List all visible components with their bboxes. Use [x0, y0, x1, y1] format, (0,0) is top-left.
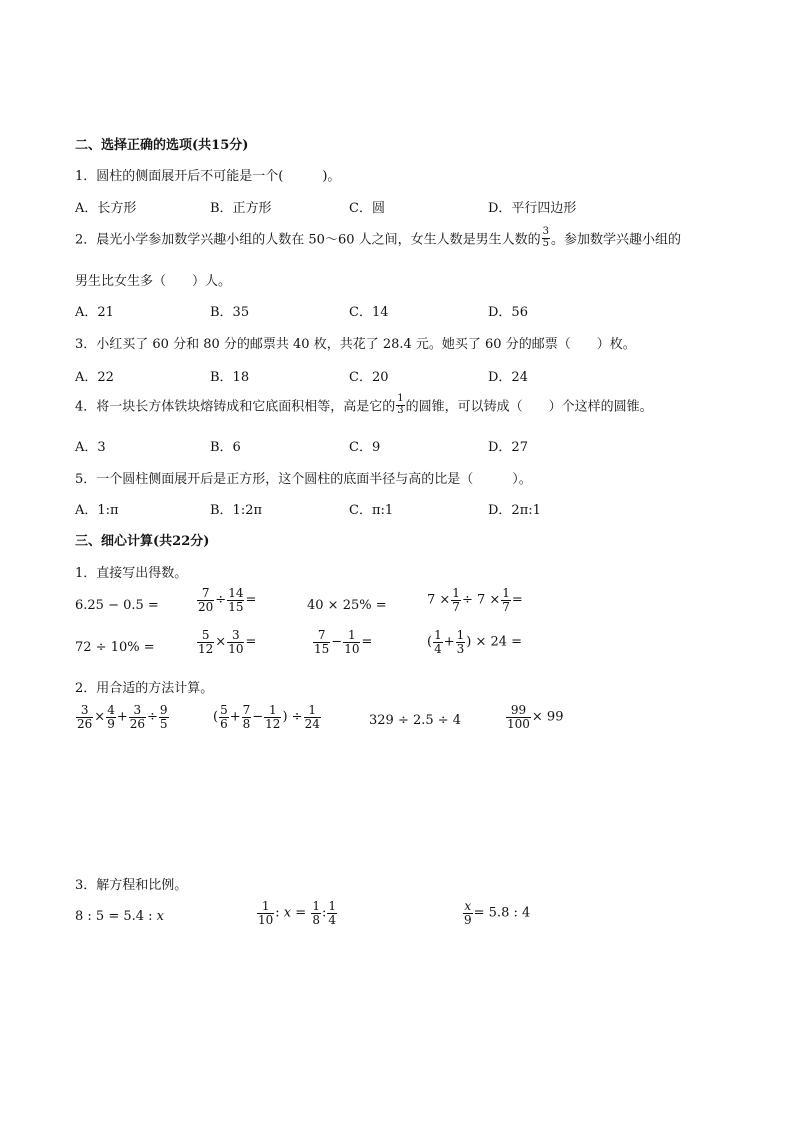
q4-option-d: D．27: [488, 440, 528, 455]
fraction: $\frac{4}{9}$: [107, 703, 115, 731]
part-3-title: 3．解方程和比例。: [75, 878, 188, 893]
q4-option-a: A．3: [75, 440, 106, 455]
equation-2: $\frac{1}{10}$ : x = $\frac{1}{8}$ : $\frac{1}{4}$: [258, 899, 336, 927]
q1-option-b: B．正方形: [210, 201, 272, 216]
fraction: $\frac{3}{5}$: [542, 226, 549, 249]
q3-option-d: D．24: [488, 370, 528, 385]
equation-3: $\frac{x}{9}$ = 5.8 : 4: [464, 899, 531, 927]
fraction: $\frac{14}{15}$: [228, 586, 244, 614]
question-2-line-1: 2．晨光小学参加数学兴趣小组的人数在 50～60 人之间，女生人数是男生人数的 $\frac{3}{5}$ 。参加数学兴趣小组的: [75, 226, 682, 249]
fraction: $\frac{x}{9}$: [464, 899, 472, 927]
fraction: $\frac{7}{20}$: [198, 586, 214, 614]
section-2-title: 二、选择正确的选项(共15分): [75, 138, 249, 153]
calc-8: ( $\frac{1}{4}$ + $\frac{1}{3}$ ) × 24 =: [427, 628, 523, 656]
q4-option-c: C．9: [349, 440, 381, 455]
q3-option-b: B．18: [210, 370, 250, 385]
fraction: $\frac{7}{8}$: [242, 703, 251, 731]
calc-6: $\frac{5}{12}$ × $\frac{3}{10}$ =: [198, 628, 257, 656]
fraction: $\frac{1}{3}$: [456, 628, 465, 656]
calc-11: 329 ÷ 2.5 ÷ 4: [369, 713, 462, 728]
question-5: 5．一个圆柱侧面展开后是正方形，这个圆柱的底面半径与高的比是（ ）。: [75, 472, 532, 487]
part-1-title: 1．直接写出得数。: [75, 566, 188, 581]
fraction: $\frac{1}{4}$: [434, 628, 442, 656]
fraction: $\frac{3}{10}$: [228, 628, 244, 656]
q5-option-c: C．π:1: [349, 503, 394, 518]
part-2-title: 2．用合适的方法计算。: [75, 681, 214, 696]
equation-1: 8 : 5 = 5.4 : x: [75, 909, 165, 924]
q5-option-a: A．1:π: [75, 503, 119, 518]
fraction: $\frac{5}{6}$: [220, 703, 228, 731]
fraction: $\frac{1}{10}$: [344, 628, 360, 656]
fraction: $\frac{3}{26}$: [129, 703, 146, 731]
calc-12: $\frac{99}{100}$ × 99: [507, 703, 564, 731]
question-1: 1．圆柱的侧面展开后不可能是一个( )。: [75, 169, 341, 184]
fraction: $\frac{1}{24}$: [304, 703, 320, 731]
calc-4: 7 × $\frac{1}{7}$ ÷ 7 × $\frac{1}{7}$ =: [427, 586, 523, 614]
q5-option-b: B．1:2π: [210, 503, 263, 518]
fraction: $\frac{1}{12}$: [265, 703, 281, 731]
calc-1: 6.25 − 0.5 =: [75, 598, 159, 613]
section-3-title: 三、细心计算(共22分): [75, 534, 210, 549]
fraction: $\frac{1}{8}$: [312, 899, 320, 927]
q3-option-c: C．20: [349, 370, 389, 385]
fraction: $\frac{1}{10}$: [258, 899, 274, 927]
q1-option-a: A．长方形: [75, 201, 137, 216]
q2-option-b: B．35: [210, 305, 250, 320]
fraction: $\frac{1}{7}$: [452, 586, 460, 614]
calc-5: 72 ÷ 10% =: [75, 640, 155, 655]
calc-7: $\frac{7}{15}$ − $\frac{1}{10}$ =: [314, 628, 373, 656]
q2-option-a: A．21: [75, 305, 114, 320]
q5-option-d: D．2π:1: [488, 503, 541, 518]
fraction: $\frac{1}{4}$: [328, 899, 336, 927]
fraction: $\frac{1}{3}$: [397, 393, 404, 416]
q4-option-b: B．6: [210, 440, 241, 455]
q1-option-d: D．平行四边形: [488, 201, 577, 216]
fraction: $\frac{9}{5}$: [159, 703, 168, 731]
question-3: 3．小红买了 60 分和 80 分的邮票共 40 枚，共花了 28.4 元。她买了 60 分的邮票（ ）枚。: [75, 337, 636, 352]
question-2-line-2: 男生比女生多（ ）人。: [75, 274, 232, 289]
question-4: 4．将一块长方体铁块熔铸成和它底面积相等，高是它的 $\frac{1}{3}$ 的圆锥，可以铸成（ ）个这样的圆锥。: [75, 393, 653, 416]
q1-option-c: C．圆: [349, 201, 385, 216]
calc-2: $\frac{7}{20}$ ÷ $\frac{14}{15}$ =: [198, 586, 257, 614]
q2-option-c: C．14: [349, 305, 389, 320]
q2-option-d: D．56: [488, 305, 528, 320]
calc-9: $\frac{3}{26}$ × $\frac{4}{9}$ + $\frac{3}{26}$ ÷ $\frac{9}{5}$: [77, 703, 168, 731]
fraction: $\frac{5}{12}$: [198, 628, 214, 656]
fraction: $\frac{99}{100}$: [507, 703, 530, 731]
fraction: $\frac{3}{26}$: [77, 703, 93, 731]
calc-3: 40 × 25% =: [307, 598, 387, 613]
calc-10: ( $\frac{5}{6}$ + $\frac{7}{8}$ − $\frac{1}{12}$ ) ÷ $\frac{1}{24}$: [213, 703, 320, 731]
fraction: $\frac{7}{15}$: [314, 628, 330, 656]
fraction: $\frac{1}{7}$: [502, 586, 510, 614]
q3-option-a: A．22: [75, 370, 114, 385]
